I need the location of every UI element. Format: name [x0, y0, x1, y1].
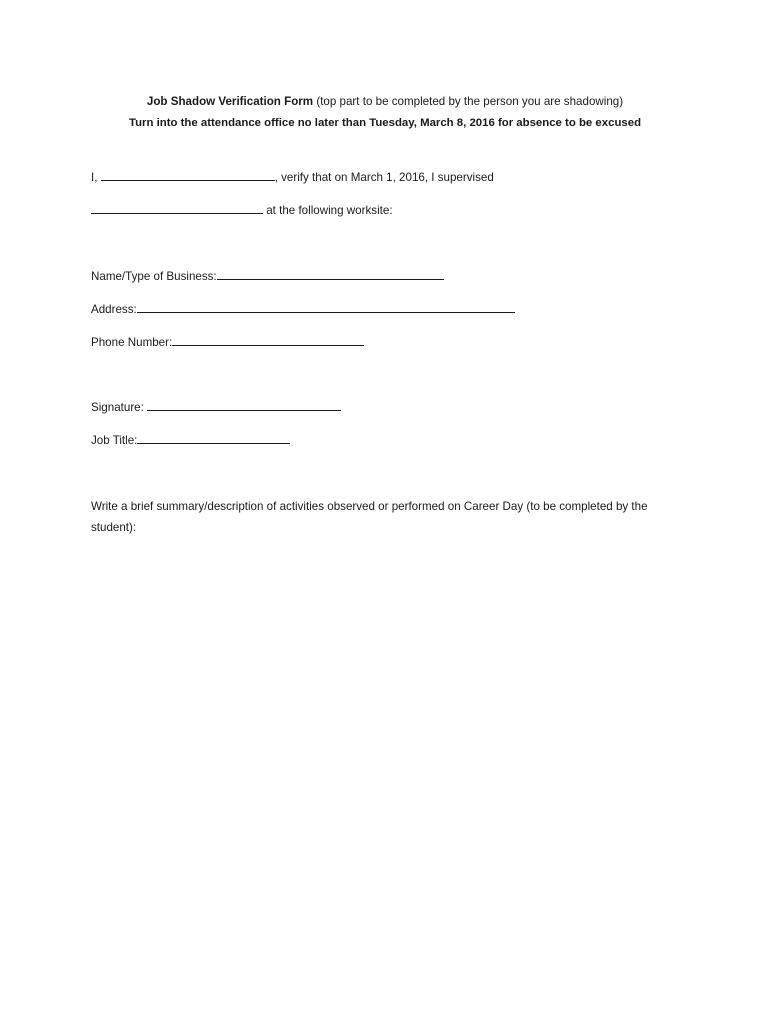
- student-name-field[interactable]: [91, 202, 263, 214]
- statement-prefix: I,: [91, 171, 98, 184]
- form-title: Job Shadow Verification Form: [146, 95, 314, 108]
- address-label: Address:: [91, 303, 137, 316]
- business-label: Name/Type of Business:: [91, 270, 217, 283]
- signature-label: Signature:: [91, 401, 144, 414]
- job-title-row: [91, 432, 290, 449]
- statement-suffix: at the following worksite:: [266, 204, 393, 217]
- phone-label: Phone Number:: [91, 336, 173, 349]
- job-title-label: Job Title:: [91, 434, 138, 447]
- job-title-field[interactable]: [137, 432, 290, 444]
- supervisor-name-field[interactable]: [101, 169, 275, 181]
- address-field[interactable]: [137, 301, 515, 313]
- business-field[interactable]: [217, 268, 444, 280]
- address-row: [91, 301, 515, 318]
- form-title-line: [0, 94, 770, 110]
- verification-statement-line-1: [91, 169, 494, 186]
- statement-middle: , verify that on March 1, 2016, I supervised: [274, 171, 494, 184]
- form-title-note: (top part to be completed by the person you are shadowing): [316, 95, 624, 108]
- verification-statement-line-2: [91, 202, 393, 219]
- student-summary-area[interactable]: [91, 545, 683, 975]
- phone-field[interactable]: [172, 334, 364, 346]
- phone-row: [91, 334, 364, 351]
- business-row: [91, 268, 444, 285]
- student-summary-prompt: Write a brief summary/description of activities observed or performed on Career Day (to be completed by the student):: [91, 500, 648, 534]
- signature-row: [91, 399, 341, 416]
- signature-field[interactable]: [147, 399, 341, 411]
- deadline-notice: Turn into the attendance office no later than Tuesday, March 8, 2016 for absence to be excused: [128, 117, 642, 129]
